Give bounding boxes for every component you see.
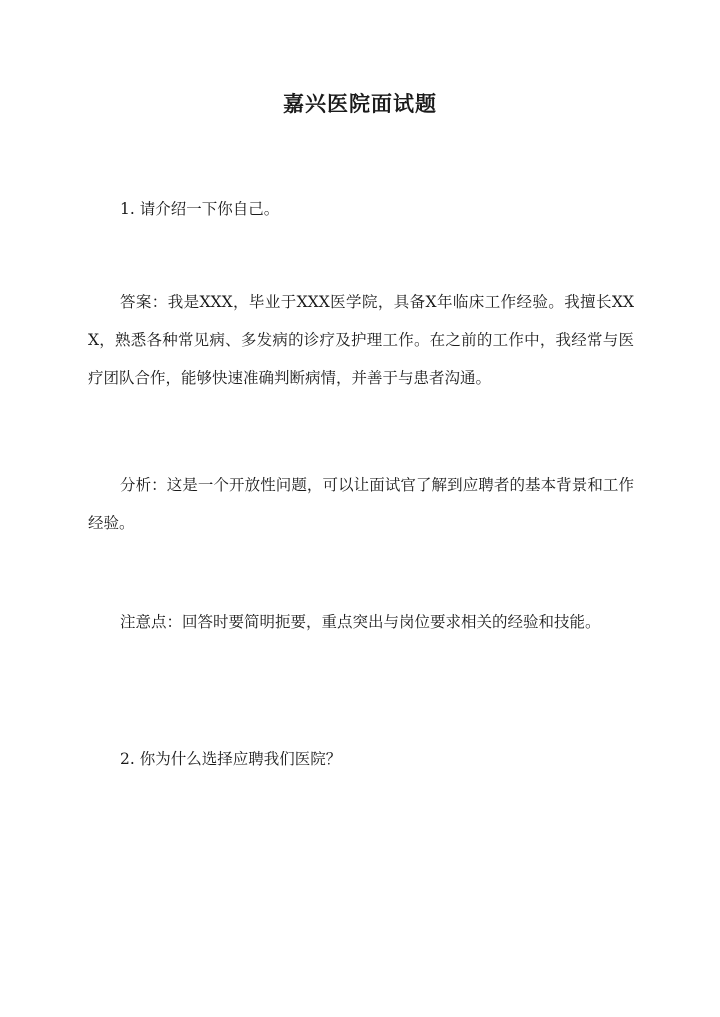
question-1: 1. 请介绍一下你自己。 bbox=[120, 200, 280, 218]
notes-1: 注意点：回答时要简明扼要，重点突出与岗位要求相关的经验和技能。 bbox=[120, 613, 601, 631]
question-2: 2. 你为什么选择应聘我们医院？ bbox=[120, 750, 342, 768]
document-title: 嘉兴医院面试题 bbox=[283, 91, 437, 116]
answer-1: 答案：我是XXX，毕业于XXX医学院，具备X年临床工作经验。我擅长XXX，熟悉各种常见病、多发病的诊疗及护理工作。在之前的工作中，我经常与医疗团队合作，能够快速准确判断病情，并善于与患者沟通。 bbox=[88, 293, 634, 387]
analysis-1: 分析：这是一个开放性问题，可以让面试官了解到应聘者的基本背景和工作经验。 bbox=[88, 476, 634, 532]
